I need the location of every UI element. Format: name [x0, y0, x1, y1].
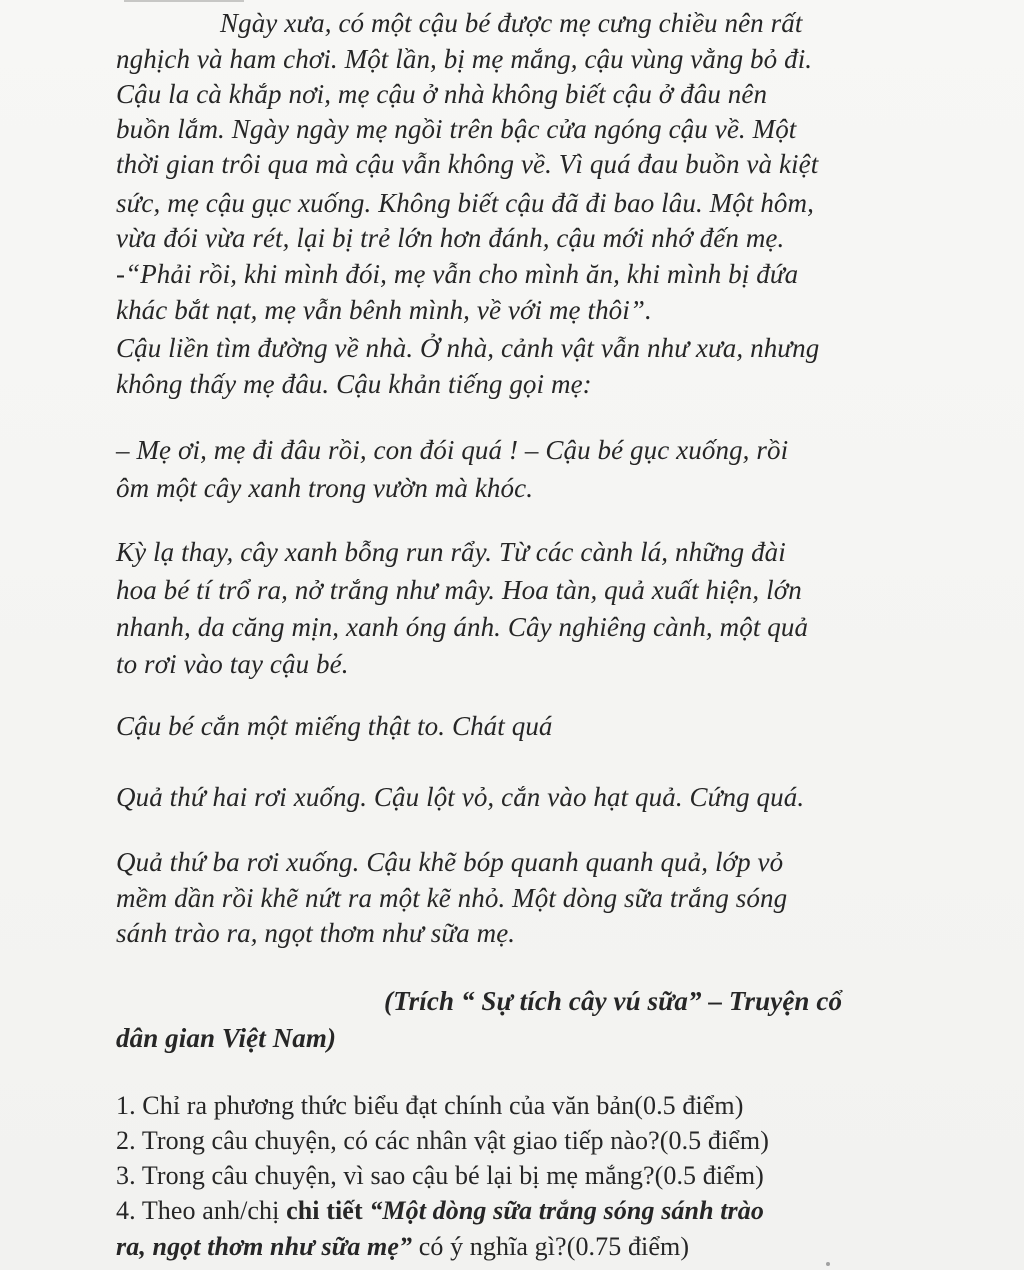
story-line-3: Cậu la cà khắp nơi, mẹ cậu ở nhà không biết cậu ở đâu nên: [116, 79, 768, 109]
source-line-2: dân gian Việt Nam): [116, 1023, 337, 1053]
story-line-19: Quả thứ hai rơi xuống. Cậu lột vỏ, cắn vào hạt quả. Cứng quá.: [116, 782, 805, 812]
story-line-13: ôm một cây xanh trong vườn mà khóc.: [116, 473, 534, 503]
question-4-quote-line-1: “Một dòng sữa trắng sóng sánh trào: [369, 1196, 764, 1225]
story-line-15: hoa bé tí trổ ra, nở trắng như mây. Hoa tàn, quả xuất hiện, lớn: [116, 575, 802, 605]
story-line-8: -“Phải rồi, khi mình đói, mẹ vẫn cho mình ăn, khi mình bị đứa: [116, 259, 799, 289]
story-line-2: nghịch và ham chơi. Một lần, bị mẹ mắng, cậu vùng vằng bỏ đi.: [116, 44, 813, 74]
question-4-suffix: có ý nghĩa gì?(0.75 điểm): [412, 1232, 690, 1261]
story-line-10: Cậu liền tìm đường về nhà. Ở nhà, cảnh vật vẫn như xưa, nhưng: [116, 333, 820, 363]
story-line-6: sức, mẹ cậu gục xuống. Không biết cậu đã đi bao lâu. Một hôm,: [116, 188, 814, 218]
story-line-17: to rơi vào tay cậu bé.: [116, 649, 349, 679]
source-line-1: (Trích “ Sự tích cây vú sữa” – Truyện cổ: [384, 986, 843, 1016]
question-1: 1. Chỉ ra phương thức biểu đạt chính của văn bản(0.5 điểm): [116, 1091, 744, 1120]
question-4-line-1: [116, 1198, 764, 1224]
story-line-21: mềm dần rồi khẽ nứt ra một kẽ nhỏ. Một dòng sữa trắng sóng: [116, 883, 788, 913]
story-line-1: Ngày xưa, có một cậu bé được mẹ cưng chiều nên rất: [220, 8, 803, 38]
page-speck: [826, 1262, 830, 1266]
question-4-bold-text: chi tiết: [286, 1196, 370, 1225]
story-line-9: khác bắt nạt, mẹ vẫn bênh mình, về với mẹ thôi”.: [116, 295, 652, 325]
story-line-16: nhanh, da căng mịn, xanh óng ánh. Cây nghiêng cành, một quả: [116, 612, 809, 642]
top-edge-scrap: [124, 0, 244, 8]
story-line-5: thời gian trôi qua mà cậu vẫn không về. Vì quá đau buồn và kiệt: [116, 149, 819, 179]
question-4-line-2: [116, 1234, 689, 1260]
story-line-20: Quả thứ ba rơi xuống. Cậu khẽ bóp quanh quanh quả, lớp vỏ: [116, 847, 784, 877]
question-3: 3. Trong câu chuyện, vì sao cậu bé lại bị mẹ mắng?(0.5 điểm): [116, 1161, 764, 1190]
story-line-22: sánh trào ra, ngọt thơm như sữa mẹ.: [116, 918, 516, 948]
story-line-18: Cậu bé cắn một miếng thật to. Chát quá: [116, 711, 553, 741]
question-2: 2. Trong câu chuyện, có các nhân vật giao tiếp nào?(0.5 điểm): [116, 1126, 770, 1155]
question-4-quote-line-2: ra, ngọt thơm như sữa mẹ”: [116, 1232, 413, 1261]
question-4-prefix: 4. Theo anh/chị: [116, 1196, 287, 1225]
story-line-7: vừa đói vừa rét, lại bị trẻ lớn hơn đánh, cậu mới nhớ đến mẹ.: [116, 223, 785, 253]
story-line-4: buồn lắm. Ngày ngày mẹ ngồi trên bậc cửa ngóng cậu về. Một: [116, 114, 797, 144]
story-line-14: Kỳ lạ thay, cây xanh bỗng run rẩy. Từ các cành lá, những đài: [116, 537, 786, 567]
story-line-11: không thấy mẹ đâu. Cậu khản tiếng gọi mẹ:: [116, 369, 592, 399]
story-line-12: – Mẹ ơi, mẹ đi đâu rồi, con đói quá ! – Cậu bé gục xuống, rồi: [116, 435, 789, 465]
